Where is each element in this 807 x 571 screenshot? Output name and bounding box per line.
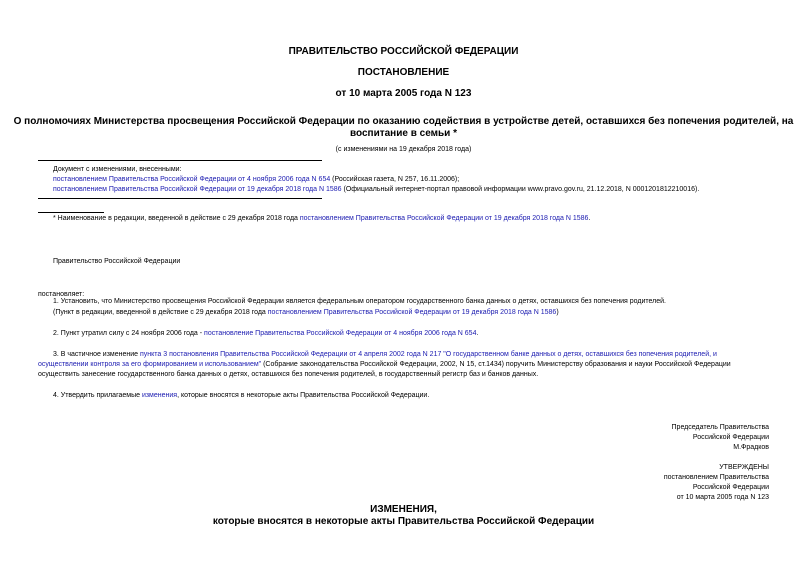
footnote	[53, 214, 793, 224]
doc-title-line-2: воспитание в семьи *	[349, 128, 457, 139]
paragraph-3-line-3: осуществить занесение государственного банка данных о детях, оставшихся без попечения родителей, в государственный регистр баз и банков данных.	[38, 371, 539, 378]
amendment-1-source: (Российская газета, N 257, 16.11.2006);	[330, 176, 460, 183]
signature-position: Председатель Правительства	[671, 424, 769, 431]
amendments-intro: Документ с изменениями, внесенными:	[53, 166, 182, 173]
footnote-rule	[38, 212, 104, 213]
p1-note-text: (Пункт в редакции, введенной в действие с 29 декабря 2018 года	[53, 309, 268, 316]
signature-org: Российской Федерации	[692, 434, 769, 441]
amendment-2-source: (Официальный интернет-портал правовой информации www.pravo.gov.ru, 21.12.2018, N 0001201812210016).	[341, 186, 700, 193]
p2-end: .	[476, 330, 479, 337]
doc-title-line-1: О полномочиях Министерства просвещения Российской Федерации по оказанию содействия в устройстве детей, оставшихся без попечения родителей, на	[13, 116, 794, 127]
approval-block	[664, 463, 769, 503]
signature-name: М.Фрадков	[733, 444, 769, 451]
footnote-end: .	[588, 215, 591, 222]
footnote-link[interactable]: постановлением Правительства Российской Федерации от 19 декабря 2018 года N 1586	[299, 215, 589, 222]
amendment-1	[53, 175, 793, 185]
amendments-block	[53, 165, 793, 195]
p3-middle: (Собрание законодательства Российской Федерации, 2002, N 15, ст.1434) поручить Министерству образования и науки Российской Федерации	[261, 361, 731, 368]
government-label: Правительство Российской Федерации	[53, 258, 181, 265]
org-heading: ПРАВИТЕЛЬСТВО РОССИЙСКОЙ ФЕДЕРАЦИИ	[288, 46, 519, 57]
paragraph-3-line-1	[53, 350, 771, 360]
amendment-2-link[interactable]: постановлением Правительства Российской Федерации от 19 декабря 2018 года N 1586	[53, 186, 342, 193]
p3-link-part-2[interactable]: осуществлении контроля за его формированием и использованием"	[38, 361, 262, 368]
paragraph-4	[53, 391, 793, 401]
p4-text: 4. Утвердить прилагаемые	[53, 392, 142, 399]
p2-text: 2. Пункт утратил силу с 24 ноября 2006 года -	[53, 330, 205, 337]
amendment-2	[53, 185, 793, 195]
p4-end: , которые вносятся в некоторые акты Правительства Российской Федерации.	[177, 392, 430, 399]
approval-date: от 10 марта 2005 года N 123	[676, 494, 769, 501]
amendment-1-link[interactable]: постановлением Правительства Российской Федерации от 4 ноября 2006 года N 654	[53, 176, 331, 183]
edition-note: (с изменениями на 19 декабря 2018 года)	[335, 146, 472, 153]
doc-type-heading: ПОСТАНОВЛЕНИЕ	[357, 67, 450, 78]
changes-title: ИЗМЕНЕНИЯ,	[370, 504, 437, 515]
changes-subtitle: которые вносятся в некоторые акты Правительства Российской Федерации	[212, 516, 595, 527]
approval-title: УТВЕРЖДЕНЫ	[719, 464, 769, 471]
divider-top	[38, 160, 322, 161]
doc-date-number: от 10 марта 2005 года N 123	[335, 88, 472, 99]
paragraph-3-line-2	[38, 360, 771, 370]
paragraph-1-note	[53, 308, 793, 318]
approval-org: Российской Федерации	[692, 484, 769, 491]
paragraph-2	[53, 329, 793, 339]
p1-note-link[interactable]: постановлением Правительства Российской Федерации от 19 декабря 2018 года N 1586	[267, 309, 557, 316]
p3-text: 3. В частичное изменение	[53, 351, 140, 358]
divider-bottom	[38, 198, 322, 199]
p4-link[interactable]: изменения	[141, 392, 178, 399]
p3-link-part-1[interactable]: пункта 3 постановления Правительства Российской Федерации от 4 апреля 2002 года N 217 "О государственном банке данных о детях, оставшихся без попечения родителей, и	[140, 351, 717, 358]
signature-block	[672, 423, 769, 453]
decides-label: постановляет:	[38, 291, 85, 298]
approval-by: постановлением Правительства	[663, 474, 769, 481]
p2-link[interactable]: постановление Правительства Российской Федерации от 4 ноября 2006 года N 654	[204, 330, 477, 337]
paragraph-1: 1. Установить, что Министерство просвещения Российской Федерации является федеральным оператором государственного банка данных о детях, оставшихся без попечения родителей.	[53, 298, 666, 305]
p1-note-end: )	[556, 309, 559, 316]
footnote-text: * Наименование в редакции, введенной в действие с 29 декабря 2018 года	[53, 215, 300, 222]
